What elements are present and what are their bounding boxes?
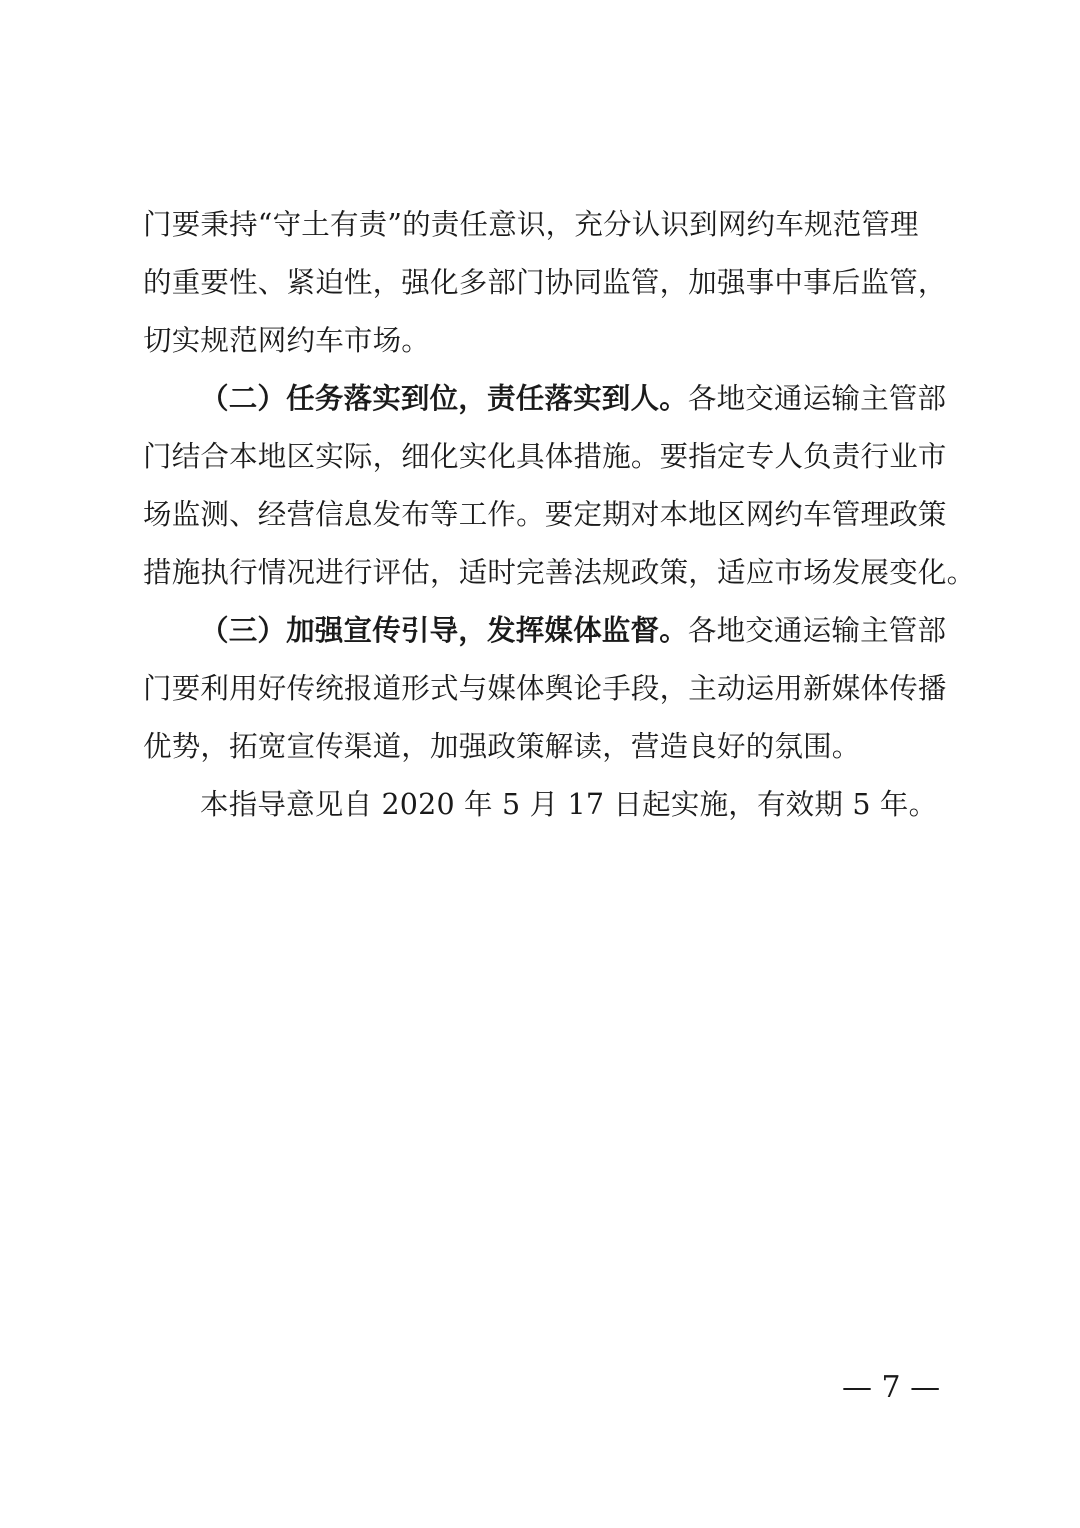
section-3-first-line-text: 各地交通运输主管部 [687,614,947,647]
closing-statement: 本指导意见自 2020 年 5 月 17 日起实施，有效期 5 年。 [200,788,938,821]
section-2-heading: （二）任务落实到位，责任落实到人。 [200,382,688,415]
section-3-first-line [143,602,947,660]
text-line-3: 切实规范网约车市场。 [143,324,431,357]
text-line-2: 的重要性、紧迫性，强化多部门协同监管，加强事中事后监管， [143,266,947,299]
section-2-line-3: 场监测、经营信息发布等工作。要定期对本地区网约车管理政策 [143,498,947,531]
document-body [143,196,976,834]
section-2-first-line-text: 各地交通运输主管部 [687,382,947,415]
section-3-line-3: 优势，拓宽宣传渠道，加强政策解读，营造良好的氛围。 [143,730,861,763]
section-2-line-4: 措施执行情况进行评估，适时完善法规政策，适应市场发展变化。 [143,556,976,589]
section-2-first-line [143,370,947,428]
text-line-1: 门要秉持“守土有责”的责任意识，充分认识到网约车规范管理 [143,208,919,241]
page-number: — 7 — [842,1370,941,1405]
section-2-line-2: 门结合本地区实际，细化实化具体措施。要指定专人负责行业市 [143,440,947,473]
section-3-heading: （三）加强宣传引导，发挥媒体监督。 [200,614,688,647]
section-3-line-2: 门要利用好传统报道形式与媒体舆论手段，主动运用新媒体传播 [143,672,947,705]
